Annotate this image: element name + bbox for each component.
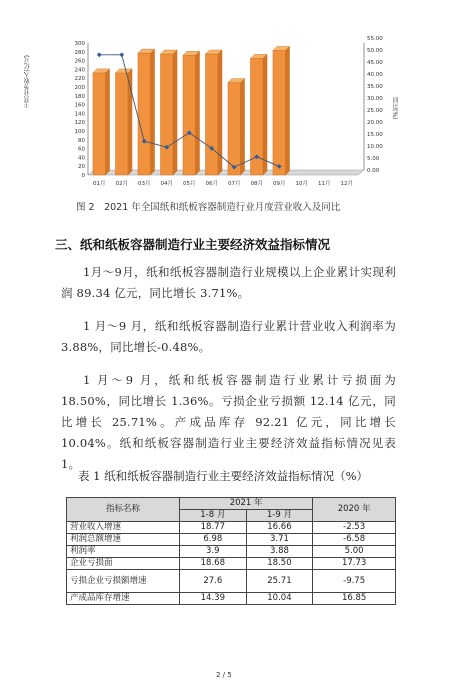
x-tick-label: 03月 — [138, 181, 151, 187]
bar-side — [241, 79, 245, 175]
header-2020: 2020 年 — [313, 498, 396, 522]
paragraph-loss: 1 月～9 月，纸和纸板容器制造行业累计亏损面为 18.50%，同比增长 1.36%。亏损企业亏损额 12.14 亿元，同比增长 25.71%。产成品库存 92.21 亿元，同比增长 10.04%。纸和纸板容器制造行业主要经济效益指标情况见表 1。 — [61, 373, 396, 471]
y-tick-label-left: 20 — [78, 164, 85, 171]
y-tick-label-right: 35.00 — [367, 84, 383, 90]
bar — [183, 55, 196, 175]
y-tick-label-right: 5.00 — [367, 156, 380, 162]
y-tick-label-right: 0.00 — [367, 168, 380, 174]
y-tick-label-left: 0 — [81, 173, 85, 179]
bar-side — [106, 69, 110, 175]
table-row — [67, 593, 396, 605]
x-tick-label: 08月 — [250, 181, 263, 187]
y-tick-label-left: 100 — [74, 129, 85, 135]
row-name: 产成品库存增速 — [67, 593, 180, 605]
x-tick-label: 09月 — [273, 181, 286, 187]
cell-2020: 17.73 — [313, 558, 396, 570]
table-row — [67, 522, 396, 534]
y-tick-label-left: 260 — [74, 58, 85, 65]
row-name: 亏损企业亏损额增速 — [67, 570, 180, 593]
cell-jan-aug: 6.98 — [180, 534, 247, 546]
y-tick-label-left: 300 — [74, 41, 85, 47]
revenue-chart — [24, 35, 398, 195]
x-tick-label: 02月 — [115, 181, 128, 187]
section-title: 三、纸和纸板容器制造行业主要经济效益指标情况 — [55, 237, 331, 252]
y-tick-label-left: 80 — [78, 137, 85, 144]
x-tick-label: 06月 — [205, 181, 218, 187]
paragraph-profit: 1月～9月，纸和纸板容器制造行业规模以上企业累计实现利润 89.34 亿元，同比增长 3.71%。 — [61, 265, 396, 300]
y-tick-label-left: 120 — [74, 120, 85, 127]
y-tick-label-left: 40 — [78, 155, 85, 162]
y-tick-label-left: 160 — [74, 102, 85, 109]
bar — [205, 54, 218, 175]
bar — [138, 53, 151, 175]
cell-jan-sep: 25.71 — [246, 570, 313, 593]
y-tick-label-right: 20.00 — [367, 120, 383, 126]
cell-jan-aug: 14.39 — [180, 593, 247, 605]
y-tick-label-right: 50.00 — [367, 48, 383, 54]
line-point — [119, 52, 124, 57]
bar-side — [128, 69, 132, 175]
y-tick-label-right: 15.00 — [367, 132, 383, 138]
x-tick-label: 04月 — [160, 181, 173, 187]
row-name: 营业收入增速 — [67, 522, 180, 534]
cell-2020: 16.85 — [313, 593, 396, 605]
table-caption: 表 1 纸和纸板容器制造行业主要经济效益指标情况（%） — [78, 469, 369, 483]
header-indicator-name: 指标名称 — [67, 498, 180, 522]
y-tick-label-left: 200 — [74, 85, 85, 91]
bar — [115, 73, 128, 175]
y-tick-label-right: 10.00 — [367, 144, 383, 150]
cell-jan-sep: 3.88 — [246, 546, 313, 558]
y-tick-label-right: 40.00 — [367, 72, 383, 78]
y-tick-label-right: 45.00 — [367, 60, 383, 66]
indicator-table — [66, 497, 396, 605]
page-number: 2 / 5 — [216, 671, 232, 679]
x-tick-label: 11月 — [318, 181, 331, 187]
y-tick-label-left: 180 — [74, 93, 85, 100]
cell-2020: -2.53 — [313, 522, 396, 534]
y-tick-label-left: 240 — [74, 67, 85, 74]
figure-caption: 图 2 2021 年全国纸和纸板容器制造行业月度营业收入及同比 — [76, 202, 341, 213]
row-name: 利润总额增速 — [67, 534, 180, 546]
bar-side — [263, 54, 267, 175]
row-name: 企业亏损面 — [67, 558, 180, 570]
x-tick-label: 07月 — [228, 181, 241, 187]
cell-jan-aug: 18.77 — [180, 522, 247, 534]
y-tick-label-right: 25.00 — [367, 108, 383, 114]
line-point — [97, 52, 102, 57]
y-tick-label-left: 60 — [78, 146, 85, 153]
y-tick-label-right: 55.00 — [367, 36, 383, 42]
header-2021: 2021 年 — [180, 498, 313, 510]
bar — [228, 83, 241, 175]
table-row — [67, 558, 396, 570]
x-tick-label: 01月 — [93, 181, 106, 187]
paragraph-margin: 1 月～9 月，纸和纸板容器制造行业累计营业收入利润率为 3.88%，同比增长-0.48%。 — [61, 319, 396, 354]
x-tick-label: 05月 — [183, 181, 196, 187]
table-row — [67, 546, 396, 558]
cell-jan-sep: 16.66 — [246, 522, 313, 534]
cell-2020: -6.58 — [313, 534, 396, 546]
bar-side — [196, 51, 200, 175]
table-row — [67, 534, 396, 546]
table-row — [67, 570, 396, 593]
header-jan-aug: 1-8 月 — [180, 510, 247, 522]
bar-side — [151, 49, 155, 175]
x-tick-label: 10月 — [295, 181, 308, 187]
cell-2020: 5.00 — [313, 546, 396, 558]
cell-jan-sep: 18.50 — [246, 558, 313, 570]
bar — [160, 54, 173, 175]
cell-2020: -9.75 — [313, 570, 396, 593]
cell-jan-aug: 27.6 — [180, 570, 247, 593]
cell-jan-sep: 10.04 — [246, 593, 313, 605]
bar-side — [173, 50, 177, 175]
row-name: 利润率 — [67, 546, 180, 558]
y-tick-label-left: 280 — [74, 49, 85, 56]
cell-jan-sep: 3.71 — [246, 534, 313, 546]
y-axis-label-left: 主营业务收入(亿元) — [24, 55, 31, 108]
bar — [93, 73, 106, 175]
y-axis-label-right: 同比(%) — [391, 97, 398, 120]
y-tick-label-left: 140 — [74, 111, 85, 118]
chart-canvas — [58, 35, 388, 195]
header-jan-sep: 1-9 月 — [246, 510, 313, 522]
cell-jan-aug: 3.9 — [180, 546, 247, 558]
x-tick-label: 12月 — [340, 181, 353, 187]
y-tick-label-left: 220 — [74, 76, 85, 83]
bar-side — [286, 46, 290, 175]
y-tick-label-right: 30.00 — [367, 96, 383, 102]
bar — [273, 50, 286, 175]
cell-jan-aug: 18.68 — [180, 558, 247, 570]
